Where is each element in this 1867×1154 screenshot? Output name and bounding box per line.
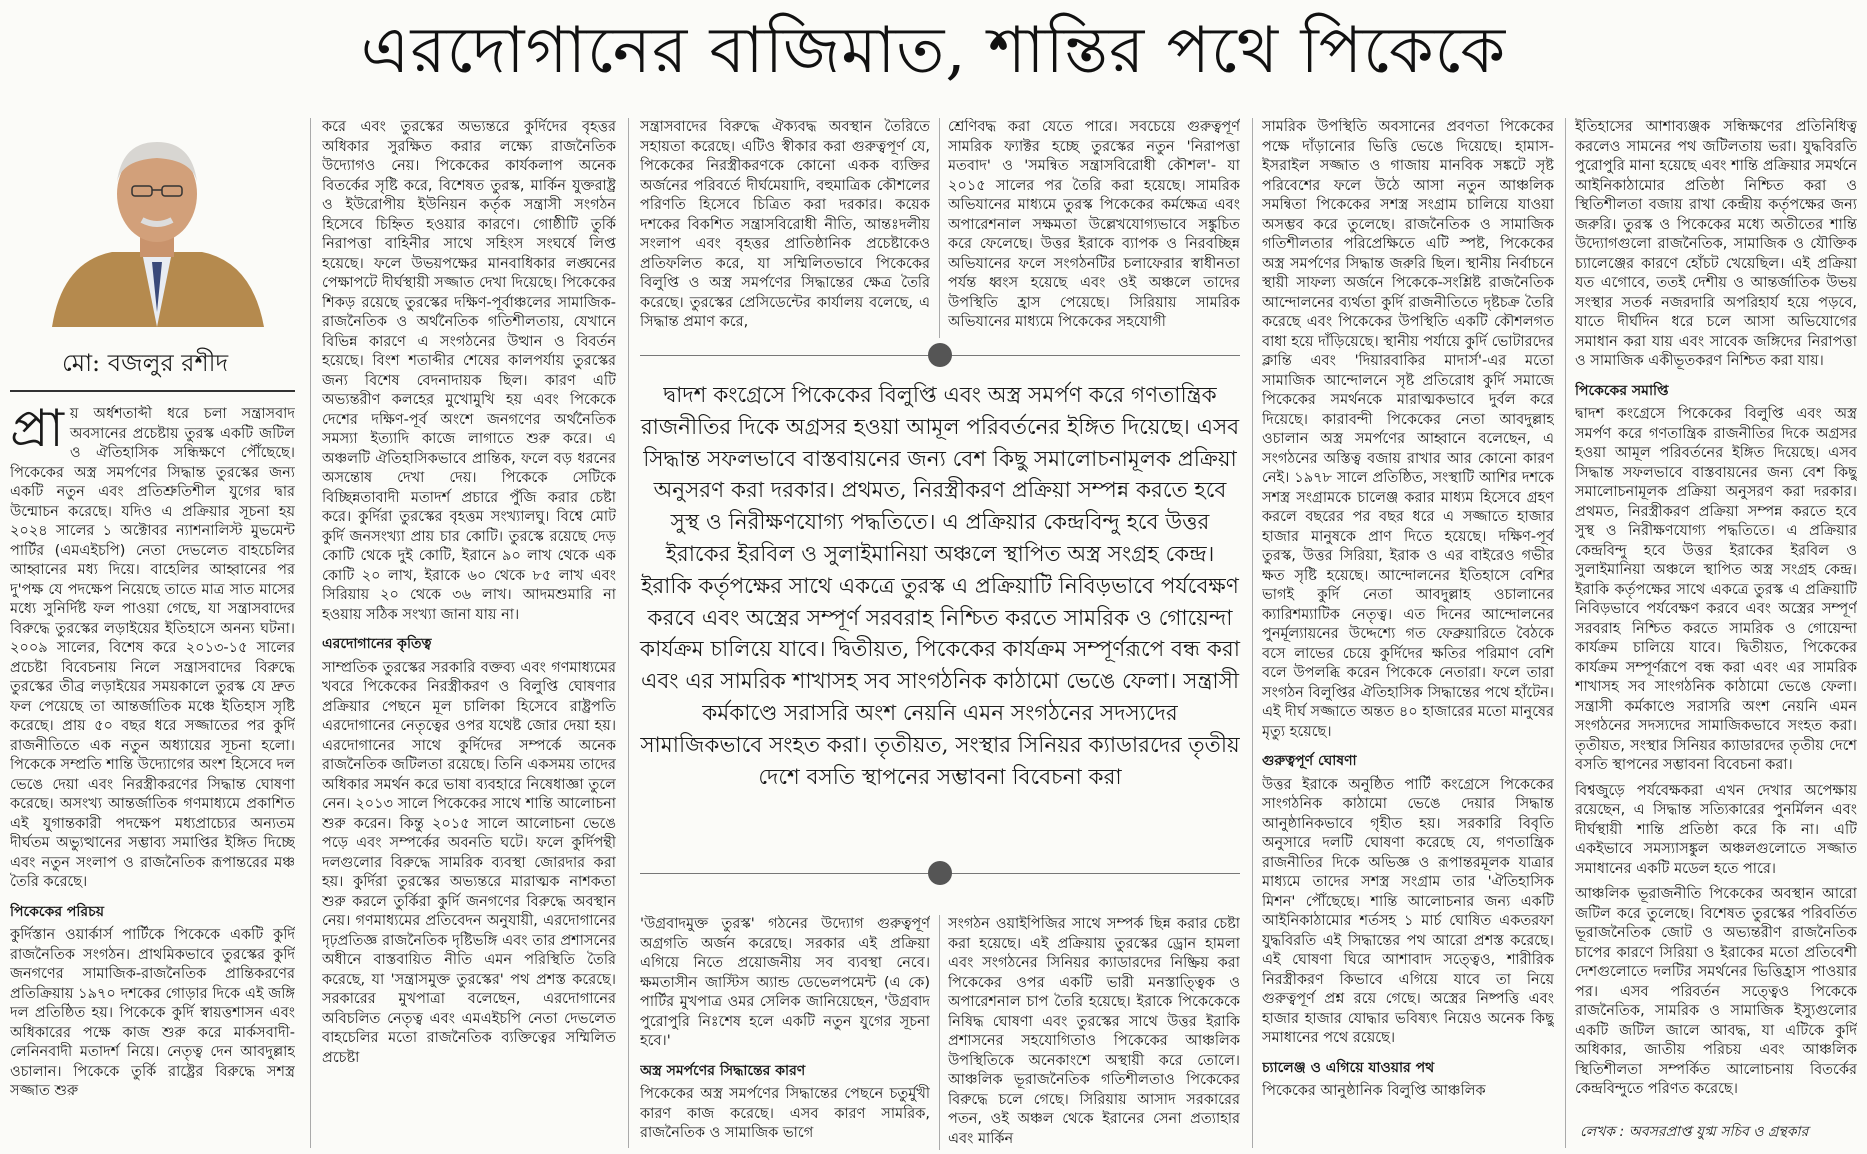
- paragraph: কুর্দিস্তান ওয়ার্কার্স পার্টিকে পিকেকে একটি কুর্দি রাজনৈতিক সংগঠন। প্রাথমিকভাবে তুরস্কের কুর্দি জনগণের সামাজিক-রাজনৈতিক প্রান্তিকরণের প্রতিক্রিয়ায় ১৯৭০ দশকের গোড়ার দিকে এই জঙ্গি দল প্রতিষ্ঠিত হয়। পিকেকে কুর্দি স্বায়ত্তশাসন এবং অধিকারের পক্ষে কাজ শুরু করে মার্কসবাদী-লেনিনবাদী মতাদর্শ নিয়ে। নেতৃত্ব দেন আবদুল্লাহ ওচালান। পিকেকে তুর্কি রাষ্ট্রের বিরুদ্ধে সশস্ত্র সজ্জাত শুরু: [10, 927, 295, 1099]
- column-rule: [939, 118, 940, 338]
- subhead-pkk-identity: পিকেকের পরিচয়: [10, 903, 104, 920]
- paragraph: পিকেকের অস্ত্র সমর্পণের সিদ্ধান্তের পেছনে চতুর্মুখী কারণ কাজ করেছে। এসব কারণ সামরিক, রাজনৈতিক ও সামাজিক ভাগে: [640, 1086, 930, 1141]
- pullquote: দ্বাদশ কংগ্রেসে পিকেকের বিলুপ্তি এবং অস্ত্র সমর্পণ করে গণতান্ত্রিক রাজনীতির দিকে অগ্রসর হওয়া আমূল পরিবর্তনের ইঙ্গিত দিয়েছে। এসব সিদ্ধান্ত সফলভাবে বাস্তবায়নের জন্য বেশ কিছু সমালোচনামূলক প্রক্রিয়া অনুসরণ করা দরকার। প্রথমত, নিরস্ত্রীকরণ প্রক্রিয়া সম্পন্ন করতে হবে সুস্থ ও নিরীক্ষণযোগ্য পদ্ধতিতে। এ প্রক্রিয়ার কেন্দ্রবিন্দু হবে উত্তর ইরাকের ইরবিল ও সুলাইমানিয়া অঞ্চলে স্থাপিত অস্ত্র সংগ্রহ কেন্দ্র। ইরাকি কর্তৃপক্ষের সাথে একত্রে তুরস্ক এ প্রক্রিয়াটি নিবিড়ভাবে পর্যবেক্ষণ করবে এবং অস্ত্রের সম্পূর্ণ সরবরাহ নিশ্চিত করতে সামরিক ও গোয়েন্দা কার্যক্রম চালিয়ে যাবে। দ্বিতীয়ত, পিকেকের কার্যক্রম সম্পূর্ণরূপে বন্ধ করা এবং এর সামরিক শাখাসহ সব সাংগঠনিক কাঠামো ভেঙে ফেলা। সন্ত্রাসী কর্মকাণ্ডে সরাসরি অংশ নেয়নি এমন সংগঠনের সদস্যদের সামাজিকভাবে সংহত করা। তৃতীয়ত, সংস্থার সিনিয়র ক্যাডারদের তৃতীয় দেশে বসতি স্থাপনের সম্ভাবনা বিবেচনা করা: [640, 383, 1240, 790]
- column-rule: [310, 118, 311, 1148]
- paragraph: বিশ্বজুড়ে পর্যবেক্ষকরা এখন দেখার অপেক্ষায় রয়েছেন, এ সিদ্ধান্ত সত্যিকারের পুনর্মিলন এবং দীর্ঘস্থায়ী শান্তি প্রতিষ্ঠা করে কি না। এটি একইভাবে সমস্যাসঙ্কুল অঞ্চলগুলোতে সজ্জাত সমাধানের একটি মডেল হতে পারে।: [1575, 782, 1857, 877]
- column-3-bottom: [640, 915, 930, 1150]
- paragraph: সামরিক উপস্থিতি অবসানের প্রবণতা পিকেকের পক্ষে দাঁড়ানোর ভিত্তি ভেঙে দিয়েছে। হামাস-ইসরাইল সজ্জাত ও গাজায় মানবিক সঙ্কটে সৃষ্ট পরিবেশের ফলে উঠে আসা নতুন আঞ্চলিক সমন্বিতা পিকেকের সশস্ত্র সংগ্রাম চালিয়ে যাওয়া অসম্ভব করে তুলেছে। রাজনৈতিক ও সামাজিক গতিশীলতার পরিপ্রেক্ষিতে এটি স্পষ্ট, পিকেকের অস্ত্র সমর্পণের সিদ্ধান্ত জরুরি ছিল। স্থানীয় নির্বাচনে স্থায়ী সাফল্য অর্জনে পিকেকে-সংশ্লিষ্ট রাজনৈতিক আন্দোলনের ব্যর্থতা কুর্দি রাজনীতিতে দৃষ্টচক্র তৈরি করেছে এবং পিকেকের উপস্থিতি একটি কৌশলগত বাধা হয়ে দাঁড়িয়েছে। স্থানীয় পর্যায়ে কুর্দি ভোটারদের ক্লান্তি এবং 'দিয়ারবাকির মাদার্স'-এর মতো সামাজিক আন্দোলনে সৃষ্ট প্রতিরোধ কুর্দি সমাজে পিকেকের সমর্থনকে মারাত্মকভাবে দুর্বল করে দিয়েছে। কারাবন্দী পিকেকের নেতা আবদুল্লাহ ওচালান অস্ত্র সমর্পণের আহ্বানে বলেছেন, এ সংগঠনের অস্তিত্ব বজায় রাখার আর কোনো কারণ নেই। ১৯৭৮ সালে প্রতিষ্ঠিত, সংস্থাটি আশির দশকে সশস্ত্র সংগ্রামকে চালেঞ্জ করার মাধ্যম হিসেবে গ্রহণ করলে বছরের পর বছর ধরে এ সজ্জাতে হাজার হাজার মানুষকে প্রাণ দিতে হয়েছে। দক্ষিণ-পূর্ব তুরস্ক, উত্তর সিরিয়া, ইরাক ও এর বাইরেও গভীর ক্ষত সৃষ্টি হয়েছে। আন্দোলনের ইতিহাসে বেশির ভাগই কুর্দি নেতা আবদুল্লাহ ওচালানের ক্যারিশম্যাটিক নেতৃত্ব। এত দিনের আন্দোলনের পুনর্মূল্যায়নের উদ্দেশ্যে গত ফেব্রুয়ারিতে বৈঠকে বসে লাভের চেয়ে কুর্দিদের ক্ষতির পরিমাণ বেশি বলে উপলব্ধি করেন পিকেকে নেতারা। ফলে তারা সংগঠন বিলুপ্তির ঐতিহাসিক সিদ্ধান্তের পথে হাঁটেন। এই দীর্ঘ সজ্জাতে অন্তত ৪০ হাজারের মতো মানুষের মৃত্যু হয়েছে।: [1262, 119, 1554, 740]
- paragraph: শ্রেণিবদ্ধ করা যেতে পারে। সবচেয়ে গুরুত্বপূর্ণ সামরিক ফ্যাক্টর হচ্ছে তুরস্কের নতুন 'নিরাপত্তা মতবাদ' ও 'সমন্বিত সন্ত্রাসবিরোধী কৌশল'- যা ২০১৫ সালের পর তৈরি করা হয়েছে। সামরিক অভিযানের মাধ্যমে তুরস্ক পিকেকের কর্মক্ষেত্র এবং অপারেশনাল সক্ষমতা উল্লেখযোগ্যভাবে সঙ্কুচিত করে ফেলেছে। উত্তর ইরাকে ব্যাপক ও নিরবচ্ছিন্ন অভিযানের ফলে সংগঠনটির চলাফেরার স্বাধীনতা পর্যন্ত ধ্বংস হয়েছে এবং ওই অঞ্চলে তাদের উপস্থিতি হ্রাস পেয়েছে। সিরিয়ায় সামরিক অভিযানের মাধ্যমে পিকেকের সহযোগী: [948, 119, 1240, 330]
- author-byline: মো: বজলুর রশীদ: [62, 349, 229, 377]
- column-6: [1575, 118, 1857, 1118]
- pullquote-dot-bottom: [928, 861, 952, 885]
- author-credit: লেখক : অবসরপ্রাপ্ত যুগ্ম সচিব ও গ্রন্থকার: [1580, 1124, 1809, 1140]
- subhead-pkk-end: পিকেকের সমাপ্তি: [1575, 382, 1669, 399]
- column-4-bottom: [948, 915, 1240, 1150]
- column-rule: [1565, 118, 1566, 1148]
- paragraph: করে এবং তুরস্কের অভ্যন্তরে কুর্দিদের বৃহত্তর অধিকার সুরক্ষিত করার লক্ষ্যে রাজনৈতিক উদ্যোগও নেয়। পিকেকের কার্যকলাপ অনেক বিতর্কের সৃষ্টি করে, বিশেষত তুরস্ক, মার্কিন যুক্তরাষ্ট্র ও ইউরোপীয় ইউনিয়ন কর্তৃক সন্ত্রাসী সংগঠন হিসেবে চিহ্নিত হওয়ার কারণে। গোষ্ঠীটি তুর্কি নিরাপত্তা বাহিনীর সাথে সহিংস সংঘর্ষে লিপ্ত হয়েছে। ফলে উভয়পক্ষের মানবাধিকার লঙ্ঘনের পেক্ষাপটে দীর্ঘস্থায়ী সজ্জাত দেখা দিয়েছে। পিকেকের শিকড় রয়েছে তুরস্কের দক্ষিণ-পূর্বাঞ্চলের সামাজিক-রাজনৈতিক ও অর্থনৈতিক গতিশীলতায়, যেখানে বিভিন্ন কারণে এ সংগঠনের উত্থান ও বিবর্তন হয়েছে। বিংশ শতাব্দীর শেষের কালপর্যায় তুরস্কের জন্য বিশেষ বেদনাদায়ক ছিল। কারণ এটি অভ্যন্তরীণ কলহের মুখোমুখি হয় এবং পিকেকে দেশের দক্ষিণ-পূর্ব অংশে জনগণের অর্থনৈতিক সমস্যা ইত্যাদি কাজে লাগাতে শুরু করে। এ অঞ্চলটি ঐতিহাসিকভাবে প্রান্তিক, ফলে বড় ধরনের অসন্তোষ দেখা দেয়। পিকেকে সেটিকে বিচ্ছিন্নতাবাদী মতাদর্শ প্রচারে পুঁজি করার চেষ্টা করে। কুর্দিরা তুরস্কের বৃহত্তম সংখ্যালঘু। বিশ্বে মোট কুর্দি জনসংখ্যা প্রায় চার কোটি। তুরস্কে রয়েছে দেড় কোটি থেকে দুই কোটি, ইরানে ৯০ লাখ থেকে এক কোটি ২০ লাখ, ইরাকে ৬০ থেকে ৮৫ লাখ এবং সিরিয়ায় ২০ থেকে ৩৬ লাখ। আদমশুমারি না হওয়ায় সঠিক সংখ্যা জানা যায় না।: [322, 119, 616, 623]
- pullquote-dot-top: [928, 343, 952, 367]
- column-rule: [628, 118, 629, 1148]
- lead-paragraph: য় অর্ধশতাব্দী ধরে চলা সন্ত্রাসবাদ অবসানের প্রচেষ্টায় তুরস্ক একটি জটিল ও ঐতিহাসিক সন্ধিক্ষণে পৌঁছেছে। পিকেকের অস্ত্র সমর্পণের সিদ্ধান্ত তুরস্কের জন্য একটি নতুন এবং প্রতিশ্রুতিশীল যুগের দ্বার উন্মোচন করেছে। যদিও এ প্রক্রিয়ার সূচনা হয় ২০২৪ সালের ১ অক্টোবর ন্যাশনালিস্ট মুভমেন্ট পার্টির (এমএইচপি) নেতা দেভলেত বাহচেলির আহ্বানের মধ্য দিয়ে। বাহেলির আহ্বানের পর দু'পক্ষ যে পদক্ষেপ নিয়েছে তাতে মাত্র সাত মাসের মধ্যে সুনির্দিষ্ট ফল পাওয়া গেছে, যা সন্ত্রাসবাদের বিরুদ্ধে তুরস্কের লড়াইয়ের ইতিহাসে অনন্য ঘটনা। ২০০৯ সালের, বিশেষ করে ২০১৩-১৫ সালের প্রচেষ্টা বিবেচনায় নিলে সন্ত্রাসবাদের বিরুদ্ধে তুরস্কের তীব্র লড়াইয়ের সময়কালে তুরস্ক যে দ্রুত ফল পেয়েছে তা আন্তর্জাতিক মঞ্চে ইতিহাস সৃষ্টি করেছে। প্রায় ৫০ বছর ধরে সজ্জাতের পর কুর্দি রাজনীতিতে এক নতুন অধ্যায়ের সূচনা হলো। পিকেকে সম্প্রতি শান্তি উদ্যোগের অংশ হিসেবে দল ভেঙে দেয়া এবং নিরস্ত্রীকরণের সিদ্ধান্ত ঘোষণা করেছে। অসংখ্য আন্তর্জাতিক গণমাধ্যমে প্রকাশিত এই যুগান্তকারী পদক্ষেপ মধ্যপ্রাচ্যের অন্যতম দীর্ঘতম অভ্যুত্থানের সম্ভাব্য সমাপ্তির ইঙ্গিত দিচ্ছে এবং নতুন সংলাপ ও রাজনৈতিক রূপান্তরের মঞ্চ তৈরি করেছে।: [10, 406, 295, 890]
- paragraph: পিকেকের আনুষ্ঠানিক বিলুপ্তি আঞ্চলিক: [1262, 1083, 1486, 1099]
- column-2: [322, 118, 616, 1150]
- column-3-top: [640, 118, 930, 338]
- column-rule: [939, 915, 940, 1150]
- paragraph: দ্বাদশ কংগ্রেসে পিকেকের বিলুপ্তি এবং অস্ত্র সমর্পণ করে গণতান্ত্রিক রাজনীতির দিকে অগ্রসর হওয়া আমূল পরিবর্তনের ইঙ্গিত দিয়েছে। এসব সিদ্ধান্ত সফলভাবে বাস্তবায়নের জন্য বেশ কিছু সমালোচনামূলক প্রক্রিয়া অনুসরণ করা দরকার। প্রথমত, নিরস্ত্রীকরণ প্রক্রিয়া সম্পন্ন করতে হবে সুস্থ ও নিরীক্ষণযোগ্য পদ্ধতিতে। এ প্রক্রিয়ার কেন্দ্রবিন্দু হবে উত্তর ইরাকের ইরবিল ও সুলাইমানিয়া অঞ্চলে স্থাপিত অস্ত্র সংগ্রহ কেন্দ্র। ইরাকি কর্তৃপক্ষের সাথে একত্রে তুরস্ক এ প্রক্রিয়াটি নিবিড়ভাবে পর্যবেক্ষণ করবে এবং অস্ত্রের সম্পূর্ণ সরবরাহ নিশ্চিত করতে সামরিক ও গোয়েন্দা কার্যক্রম চালিয়ে যাবে। দ্বিতীয়ত, পিকেকের কার্যক্রম সম্পূর্ণরূপে বন্ধ করা এবং এর সামরিক শাখাসহ সব সাংগঠনিক কাঠামো ভেঙে ফেলা। সন্ত্রাসী কর্মকাণ্ডে সরাসরি অংশ নেয়নি এমন সংগঠনের সদস্যদের সামাজিকভাবে সংহত করা। তৃতীয়ত, সংস্থার সিনিয়র ক্যাডারদের তৃতীয় দেশে বসতি স্থাপনের সম্ভাবনা বিবেচনা করা।: [1575, 406, 1857, 773]
- paragraph: আঞ্চলিক ভূরাজনীতি পিকেকের অবস্থান আরো জটিল করে তুলেছে। বিশেষত তুরস্কের পরিবর্তিত ভূরাজনৈতিক জোট ও অভ্যন্তরীণ রাজনৈতিক চাপের কারণে সিরিয়া ও ইরাকের মতো প্রতিবেশী দেশগুলোতে দলটির সমর্থনের ভিত্তিহ্রাস পাওয়ার পর। এসব পরিবর্তন সত্ত্বেও পিকেকে রাজনৈতিক, সামরিক ও সামাজিক ইস্যুগুলোর একটি জটিল জালে আবদ্ধ, যা এটিকে কুর্দি অধিকার, জাতীয় পরিচয় এবং আঞ্চলিক স্থিতিশীলতা সম্পর্কিত আলোচনায় বিতর্কের কেন্দ্রবিন্দুতে পরিণত করেছে।: [1575, 886, 1857, 1097]
- paragraph: সন্ত্রাসবাদের বিরুদ্ধে ঐক্যবদ্ধ অবস্থান তৈরিতে সহায়তা করেছে। এটিও স্বীকার করা গুরুত্বপূর্ণ যে, পিকেকের নিরস্ত্রীকরণকে কোনো একক ব্যক্তির অর্জনের পরিবর্তে দীর্ঘমেয়াদি, বহুমাত্রিক কৌশলের পরিণতি হিসেবে চিত্রিত করা দরকার। কয়েক দশকের বিকশিত সন্ত্রাসবিরোধী নীতি, আন্তঃদলীয় সংলাপ এবং বৃহত্তর প্রাতিষ্ঠানিক প্রচেষ্টাকেও প্রতিফলিত করে, যা সম্মিলিতভাবে পিকেকের বিলুপ্তি ও অস্ত্র সমর্পণের সিদ্ধান্তের ক্ষেত্র তৈরি করেছে। তুরস্কের প্রেসিডেন্টের কার্যালয় বলেছে, এ সিদ্ধান্ত প্রমাণ করে,: [640, 119, 930, 330]
- column-4-top: [948, 118, 1240, 338]
- author-photo: [42, 112, 272, 327]
- paragraph: সাম্প্রতিক তুরস্কের সরকারি বক্তব্য এবং গণমাধ্যমের খবরে পিকেকের নিরস্ত্রীকরণ ও বিলুপ্তি ঘোষণার প্রক্রিয়ার পেছনে মূল চালিকা হিসেবে রাষ্ট্রপতি এরদোগানের নেতৃত্বের ওপর যথেষ্ট জোর দেয়া হয়। এরদোগানের সাথে কুর্দিদের সম্পর্কে অনেক রাজনৈতিক জটিলতা রয়েছে। তিনি একসময় তাদের অধিকার সমর্থন করে ভাষা ব্যবহারে নিষেধাজ্ঞা তুলে নেন। ২০১৩ সালে পিকেকের সাথে শান্তি আলোচনা শুরু করেন। কিন্তু ২০১৫ সালে আলোচনা ভেঙে পড়ে এবং সম্পর্কের অবনতি ঘটে। ফলে কুর্দিপন্থী দলগুলোর বিরুদ্ধে সামরিক ব্যবস্থা জোরদার করা হয়। কুর্দিরা তুরস্কের অভ্যন্তরে মারাত্মক নাশকতা শুরু করলে তুর্কিরা কুর্দি জনগণের বিরুদ্ধে অবস্থান নেয়। গণমাধ্যমের প্রতিবেদন অনুযায়ী, এরদোগানের দৃঢ়প্রতিজ্ঞ রাজনৈতিক দৃষ্টিভঙ্গি এবং তার প্রশাসনের অধীনে বাস্তবায়িত নীতি এমন পরিস্থিতি তৈরি করেছে, যা 'সন্ত্রাসমুক্ত তুরস্কের' পথ প্রশস্ত করেছে। সরকারের মুখপাত্রা বলেছেন, এরদোগানের অবিচলিত নেতৃত্ব এবং এমএইচপি নেতা দেভলেত বাহচেলির মতো রাজনৈতিক ব্যক্তিত্বের সম্মিলিত প্রচেষ্টা: [322, 659, 616, 1066]
- subhead-surrender-reasons: অস্ত্র সমর্পণের সিদ্ধান্তের কারণ: [640, 1062, 806, 1079]
- column-rule: [1252, 118, 1253, 1148]
- paragraph: সংগঠন ওয়াইপিজির সাথে সম্পর্ক ছিন্ন করার চেষ্টা করা হয়েছে। এই প্রক্রিয়ায় তুরস্কের ড্রোন হামলা এবং সংগঠনের সিনিয়র ক্যাডারদের নিষ্ক্রিয় করা পিকেকের ওপর একটি ভারী মনস্তাত্ত্বিক ও অপারেশনাল চাপ তৈরি হয়েছে। ইরাকে পিকেকেকে নিষিদ্ধ ঘোষণা এবং তুরস্কের সাথে উত্তর ইরাকি প্রশাসনের সহযোগিতাও পিকেকের আঞ্চলিক উপস্থিতিকে অনেকাংশে অস্থায়ী করে তোলে। আঞ্চলিক ভূরাজনৈতিক গতিশীলতাও পিকেকের বিরুদ্ধে চলে গেছে। সিরিয়ায় আসাদ সরকারের পতন, ওই অঞ্চল থেকে ইরানের সেনা প্রত্যাহার এবং মার্কিন: [948, 916, 1240, 1147]
- column-5: [1262, 118, 1554, 1150]
- byline-rule: [10, 390, 295, 392]
- paragraph: ইতিহাসের আশাব্যঞ্জক সন্ধিক্ষণের প্রতিনিধিত্ব করলেও সামনের পথ জটিলতায় ভরা। যুদ্ধবিরতি পুরোপুরি মানা হয়েছে এবং শান্তি প্রক্রিয়ার সমর্থনে আইনিকাঠামোর প্রতিষ্ঠা নিশ্চিত করা ও স্থিতিশীলতা বজায় রাখা কেন্দ্রীয় কর্তৃপক্ষের জন্য জরুরি। তুরস্ক ও পিকেকের মধ্যে অতীতের শান্তি উদ্যোগগুলো রাজনৈতিক, সামাজিক ও যৌক্তিক চ্যালেঞ্জের কারণে হোঁচট খেয়েছিল। এই প্রক্রিয়া যত এগোবে, ততই দেশীয় ও আন্তর্জাতিক উভয় সংস্থার সতর্ক নজরদারি অপরিহার্য হয়ে পড়বে, যাতে দীর্ঘদিন ধরে চলে আসা অভিযোগের সমাধান করা যায় এবং সাবেক জঙ্গিদের নিরাপত্তা ও সামাজিক একীভূতকরণ নিশ্চিত করা যায়।: [1575, 119, 1857, 369]
- column-1: [10, 405, 295, 1150]
- subhead-erdogan-credit: এরদোগানের কৃতিত্ব: [322, 636, 432, 652]
- headline: এরদোগানের বাজিমাত, শান্তির পথে পিকেকে: [360, 14, 1507, 88]
- paragraph: উত্তর ইরাকে অনুষ্ঠিত পার্টি কংগ্রেসে পিকেকের সাংগঠনিক কাঠামো ভেঙে দেয়ার সিদ্ধান্ত আনুষ্ঠানিকভাবে গৃহীত হয়। সরকারি বিবৃতি অনুসারে দলটি ঘোষণা করেছে যে, গণতান্ত্রিক রাজনীতির দিকে অভিজ্ঞ ও রূপান্তরমূলক যাত্রার মাধ্যমে তাদের সশস্ত্র সংগ্রাম তার 'ঐতিহাসিক মিশন' পৌঁছেছে। শান্তি আলোচনার জন্য একটি আইনিকাঠামোর শর্তসহ ১ মার্চ ঘোষিত একতরফা যুদ্ধবিরতি এই সিদ্ধান্তের পথ আরো প্রশস্ত করেছে। এই ঘোষণা ঘিরে আশাবাদ সত্ত্বেও, শারীরিক নিরস্ত্রীকরণ কিভাবে এগিয়ে যাবে তা নিয়ে গুরুত্বপূর্ণ প্রশ্ন রয়ে গেছে। অস্ত্রের নিষ্পত্তি এবং হাজার হাজার যোদ্ধার ভবিষ্যৎ নিয়েও অনেক কিছু সমাধানের পথে রয়েছে।: [1262, 776, 1554, 1046]
- drop-cap: প্রা: [10, 405, 64, 459]
- subhead-important-announcement: গুরুত্বপূর্ণ ঘোষণা: [1262, 753, 1357, 769]
- subhead-challenges: চ্যালেঞ্জ ও এগিয়ে যাওয়ার পথ: [1262, 1059, 1435, 1076]
- paragraph: 'উগ্রবাদমুক্ত তুরস্ক' গঠনের উদ্যোগ গুরুত্বপূর্ণ অগ্রগতি অর্জন করেছে। সরকার এই প্রক্রিয়া এগিয়ে নিতে প্রয়োজনীয় সব ব্যবস্থা নেবে। ক্ষমতাসীন জাস্টিস অ্যান্ড ডেভেলপমেন্ট (এ কে) পার্টির মুখপাত্র ওমর সেলিক জানিয়েছেন, 'উগ্রবাদ পুরোপুরি নিঃশেষ হলে একটি নতুন যুগের সূচনা হবে।': [640, 916, 930, 1049]
